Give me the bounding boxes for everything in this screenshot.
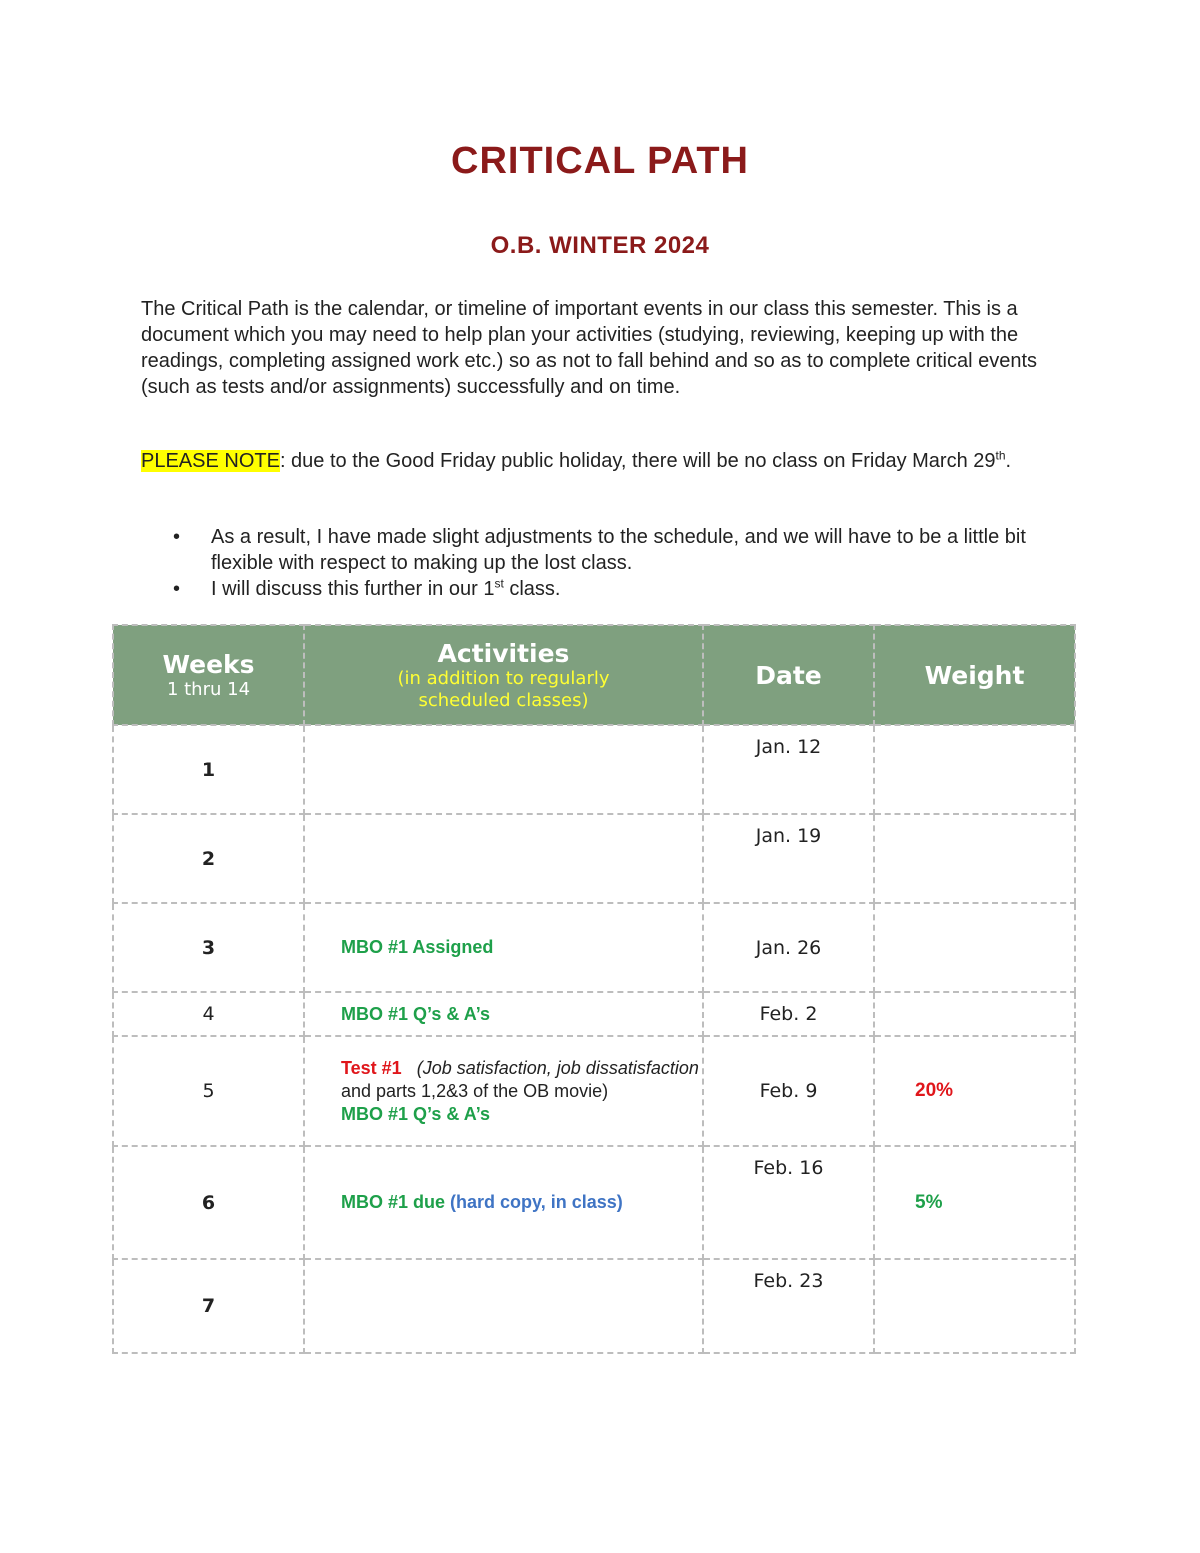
weight-cell: [874, 725, 1075, 814]
header-weeks-sub: 1 thru 14: [166, 679, 251, 700]
date-cell: Feb. 16: [703, 1146, 874, 1259]
header-date: [703, 625, 874, 725]
note-bullet-list: [141, 524, 1081, 602]
weight-cell: [874, 992, 1075, 1036]
please-note-sup: th: [995, 448, 1006, 463]
table-row: [113, 1146, 1075, 1259]
list-item: [141, 524, 1081, 576]
weight-cell: [874, 903, 1075, 992]
activity-text: MBO #1 Assigned: [341, 937, 494, 957]
week-cell: 5: [113, 1036, 304, 1146]
weight-cell: [874, 1259, 1075, 1353]
activity-note: (hard copy, in class): [445, 1192, 623, 1212]
table-row: [113, 814, 1075, 903]
activity-cell: [304, 903, 703, 992]
header-weeks-label: Weeks: [162, 650, 255, 679]
header-weight-label: Weight: [924, 660, 1025, 690]
test-detail-italic: (Job satisfaction, job dissatisfaction: [416, 1057, 699, 1078]
table-row: [113, 903, 1075, 992]
week-cell: 4: [113, 992, 304, 1036]
page-subtitle: O.B. WINTER 2024: [490, 232, 710, 259]
please-note-label: PLEASE NOTE: [141, 450, 280, 472]
activity-text: MBO #1 Q’s & A’s: [341, 1103, 491, 1124]
intro-paragraph: The Critical Path is the calendar, or timeline of important events in our class this semester. This is a document which you may need to help plan your activities (studying, reviewing, keeping up with the readings, completing assigned work etc.) so as not to fall behind and so as to complete critical events (such as tests and/or assignments) successfully and on time.: [141, 298, 1038, 398]
date-cell: Jan. 19: [703, 814, 874, 903]
activity-cell: [304, 992, 703, 1036]
test-label: Test #1: [341, 1057, 402, 1078]
test-detail: and parts 1,2&3 of the OB movie): [341, 1080, 609, 1101]
bullet-icon: •: [173, 578, 181, 600]
date-cell: Jan. 26: [703, 903, 874, 992]
please-note-paragraph: [141, 448, 1081, 474]
table-row: [113, 1259, 1075, 1353]
bullet-icon: •: [173, 526, 181, 548]
activity-cell: [304, 1036, 703, 1146]
header-date-label: Date: [755, 660, 822, 690]
page-title: CRITICAL PATH: [451, 140, 749, 182]
week-cell: 6: [113, 1146, 304, 1259]
activity-cell: [304, 814, 703, 903]
week-cell: 7: [113, 1259, 304, 1353]
date-cell: Jan. 12: [703, 725, 874, 814]
bullet-text-post: class.: [503, 578, 561, 600]
date-cell: Feb. 2: [703, 992, 874, 1036]
weight-cell: [874, 814, 1075, 903]
bullet-text: As a result, I have made slight adjustments to the schedule, and we will have to be a little bit flexible with respect to making up the lost class.: [211, 526, 1026, 574]
table-row: [113, 1036, 1075, 1146]
please-note-end: .: [1005, 450, 1012, 472]
week-cell: 3: [113, 903, 304, 992]
bullet-text-pre: I will discuss this further in our 1: [211, 578, 495, 600]
table-row: [113, 992, 1075, 1036]
weight-cell: 5%: [874, 1146, 1075, 1259]
week-cell: 2: [113, 814, 304, 903]
activity-cell: [304, 1259, 703, 1353]
header-activities: [304, 625, 703, 725]
date-cell: Feb. 23: [703, 1259, 874, 1353]
bullet-sup: st: [494, 576, 504, 591]
please-note-text: : due to the Good Friday public holiday, there will be no class on Friday March 29: [279, 450, 996, 472]
activity-cell: [304, 1146, 703, 1259]
date-cell: Feb. 9: [703, 1036, 874, 1146]
activity-cell: [304, 725, 703, 814]
activity-text: MBO #1 Q’s & A’s: [341, 1003, 491, 1024]
list-item: [141, 576, 1081, 602]
header-activities-label: Activities: [437, 638, 570, 668]
activity-text: MBO #1 due: [341, 1192, 446, 1212]
critical-path-table: [112, 624, 1076, 1354]
header-weeks: [113, 625, 304, 725]
table-row: [113, 725, 1075, 814]
week-cell: 1: [113, 725, 304, 814]
header-weight: [874, 625, 1075, 725]
header-activities-sub: (in addition to regularly scheduled classes): [397, 667, 610, 711]
weight-cell: 20%: [874, 1036, 1075, 1146]
table-header-row: [113, 625, 1075, 725]
